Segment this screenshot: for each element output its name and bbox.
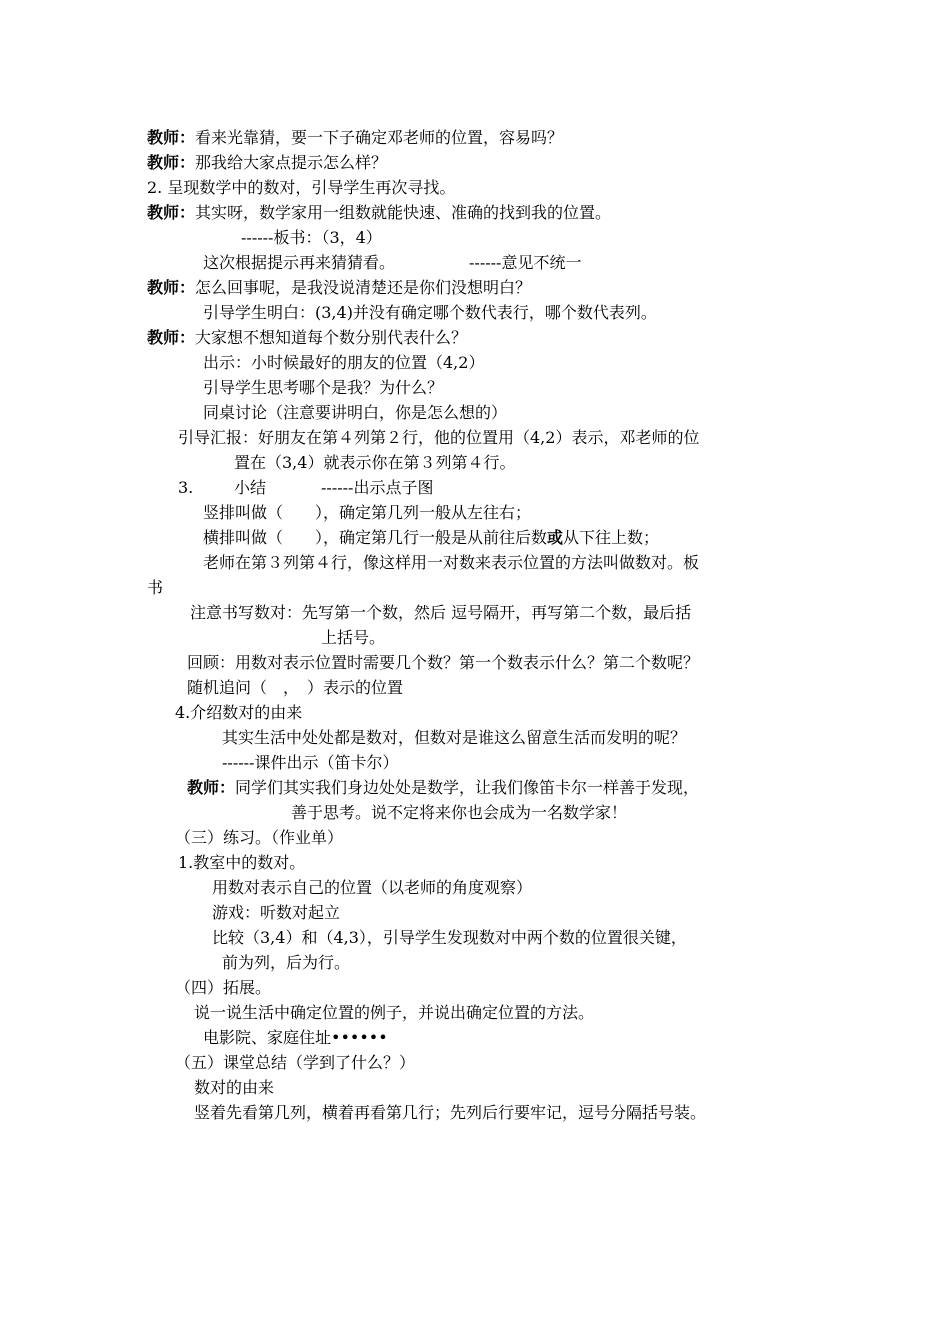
line-text: 前为列，后为行。: [222, 953, 351, 972]
body-line: [194, 1103, 706, 1125]
body-line: [178, 428, 699, 450]
line-note: ------出示点子图: [321, 478, 434, 497]
line-text: 竖着先看第几列，横着再看第几行；先列后行要牢记，逗号分隔括号装。: [194, 1103, 707, 1122]
line-text: （五）课堂总结（学到了什么？）: [175, 1053, 416, 1072]
teacher-line: [147, 128, 563, 150]
section-heading: [178, 478, 434, 500]
section-title: 小结: [234, 478, 267, 497]
line-text: 善于思考。说不定将来你也会成为一名数学家！: [291, 803, 628, 822]
section-number: 3.: [178, 478, 194, 497]
body-line: [321, 628, 385, 650]
line-text: 电影院、家庭住址••••••: [203, 1028, 388, 1047]
body-line: [203, 1028, 388, 1050]
body-line: [234, 453, 515, 475]
line-text: 1.教室中的数对。: [178, 853, 306, 872]
line-text: 其实呀，数学家用一组数就能快速、准确的找到我的位置。: [195, 203, 612, 222]
line-text: 引导学生思考哪个是我？为什么？: [203, 378, 444, 397]
body-line: [222, 728, 686, 750]
body-line: [187, 653, 699, 675]
speaker-label: 教师：: [147, 328, 196, 347]
teacher-line: [147, 328, 467, 350]
teacher-line: [147, 153, 387, 175]
line-text: 回顾：用数对表示位置时需要几个数？第一个数表示什么？第二个数呢？: [187, 653, 700, 672]
section-heading: [175, 1053, 415, 1075]
line-text: ------板书：（3，4）: [241, 228, 382, 247]
line-note: ------意见不统一: [469, 253, 582, 272]
line-text: 竖排叫做（ ），确定第几列一般从左往右；: [203, 503, 532, 522]
line-text: 那我给大家点提示怎么样？: [195, 153, 388, 172]
speaker-label: 教师：: [147, 203, 196, 222]
body-line: [203, 303, 657, 325]
line-text: （四）拓展。: [175, 978, 272, 997]
line-text: 老师在第３列第４行，像这样用一对数来表示位置的方法叫做数对。板: [203, 553, 700, 572]
speaker-label: 教师：: [147, 278, 196, 297]
line-text: 书: [147, 578, 164, 597]
line-text: 同桌讨论（注意要讲明白，你是怎么想的）: [203, 403, 508, 422]
line-text: ------课件出示（笛卡尔）: [222, 753, 399, 772]
section-heading: [175, 703, 302, 725]
line-text: 游戏：听数对起立: [212, 903, 341, 922]
body-line: [212, 878, 532, 900]
body-line: [190, 603, 691, 625]
teacher-line: [187, 778, 699, 800]
line-text: 说一说生活中确定位置的例子，并说出确定位置的方法。: [194, 1003, 595, 1022]
body-line: [222, 953, 350, 975]
teacher-line: [147, 203, 611, 225]
line-text: 从下往上数；: [563, 528, 660, 547]
body-line: [194, 1003, 594, 1025]
board-note: [241, 228, 382, 250]
line-text: 怎么回事呢，是我没说清楚还是你们没想明白？: [195, 278, 532, 297]
body-line: [291, 803, 627, 825]
body-line: [147, 578, 163, 600]
line-text: 看来光靠猜，要一下子确定邓老师的位置，容易吗？: [195, 128, 564, 147]
body-line: [203, 553, 699, 575]
line-text: 随机追问（ ， ）表示的位置: [187, 678, 404, 697]
body-line: [203, 503, 531, 525]
speaker-label: 教师：: [187, 778, 236, 797]
line-text: 其实生活中处处都是数对，但数对是谁这么留意生活而发明的呢？: [222, 728, 687, 747]
line-text: 引导学生明白：(3,4)并没有确定哪个数代表行，哪个数代表列。: [203, 303, 657, 322]
section-heading: [178, 853, 305, 875]
board-note: [222, 753, 398, 775]
line-text: 这次根据提示再来猜猜看。: [203, 253, 396, 272]
body-line: [203, 253, 582, 275]
line-text: 注意书写数对：先写第一个数，然后 逗号隔开，再写第二个数，最后括: [190, 603, 692, 622]
body-line: [203, 403, 507, 425]
line-text: 置在（3,4）就表示你在第３列第４行。: [234, 453, 516, 472]
body-line: [203, 528, 659, 550]
body-line: [187, 678, 403, 700]
line-text: 引导汇报：好朋友在第４列第２行，他的位置用（4,2）表示，邓老师的位: [178, 428, 700, 447]
line-text: 上括号。: [321, 628, 386, 647]
line-text: （三）练习。（作业单）: [175, 828, 344, 847]
body-line: [194, 1078, 274, 1100]
line-text: 用数对表示自己的位置（以老师的角度观察）: [212, 878, 533, 897]
line-text: 横排叫做（ ），确定第几行一般是从前往后数: [203, 528, 548, 547]
teacher-line: [147, 278, 531, 300]
section-heading: [147, 178, 455, 200]
line-text: 出示：小时候最好的朋友的位置（4,2）: [203, 353, 485, 372]
speaker-label: 教师：: [147, 153, 196, 172]
line-text: 比较（3,4）和（4,3），引导学生发现数对中两个数的位置很关键，: [212, 928, 687, 947]
line-text: 数对的由来: [194, 1078, 275, 1097]
line-text: 同学们其实我们身边处处是数学，让我们像笛卡尔一样善于发现，: [235, 778, 700, 797]
section-heading: [175, 828, 343, 850]
body-line: [212, 903, 340, 925]
line-text: 2. 呈现数学中的数对，引导学生再次寻找。: [147, 178, 456, 197]
section-heading: [175, 978, 271, 1000]
body-line: [203, 353, 484, 375]
emphasis-text: 或: [547, 528, 564, 547]
body-line: [212, 928, 687, 950]
speaker-label: 教师：: [147, 128, 196, 147]
line-text: 4.介绍数对的由来: [175, 703, 303, 722]
line-text: 大家想不想知道每个数分别代表什么？: [195, 328, 468, 347]
body-line: [203, 378, 443, 400]
